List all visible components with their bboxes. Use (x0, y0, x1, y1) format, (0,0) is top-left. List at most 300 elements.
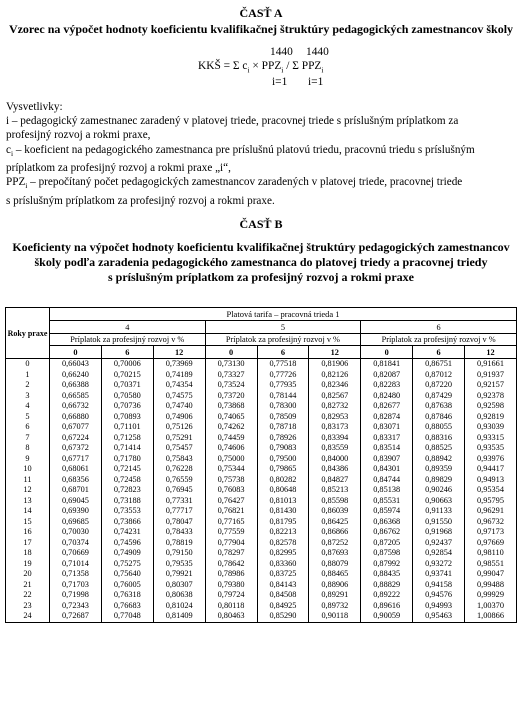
coefficient-cell: 0,88079 (309, 559, 361, 570)
table-row (6, 359, 517, 370)
coefficient-cell: 0,77331 (153, 496, 205, 507)
formula-upper-limit-1: 1440 (270, 46, 293, 58)
years-cell: 13 (6, 496, 50, 507)
years-cell: 11 (6, 475, 50, 486)
coefficient-cell: 0,73130 (205, 359, 257, 370)
coefficient-cell: 0,94576 (413, 590, 465, 601)
coefficient-cell: 0,92157 (465, 380, 517, 391)
part-b-subtitle-3: s príslušným príplatkom za profesijný rozvoj a rokmi praxe (107, 270, 414, 284)
years-cell: 22 (6, 590, 50, 601)
coefficient-cell: 0,78986 (205, 569, 257, 580)
coefficient-cell: 0,66585 (50, 391, 102, 402)
coefficient-cell: 0,81409 (153, 611, 205, 622)
table-row (6, 559, 517, 570)
column-header: 0 (205, 346, 257, 359)
coefficient-cell: 0,70006 (101, 359, 153, 370)
coefficient-cell: 0,79380 (205, 580, 257, 591)
coefficient-cell: 0,91968 (413, 527, 465, 538)
coefficient-cell: 0,82346 (309, 380, 361, 391)
coefficient-cell: 0,74065 (205, 412, 257, 423)
explanation-line: profesijný rozvoj a rokmi praxe, (6, 129, 151, 142)
coefficient-cell: 0,93039 (465, 422, 517, 433)
table-main-header: Platová tarifa – pracovná trieda 1 (50, 308, 517, 321)
table-row (6, 380, 517, 391)
coefficient-cell: 0,78297 (205, 548, 257, 559)
coefficient-cell: 0,75291 (153, 433, 205, 444)
coefficient-cell: 0,90246 (413, 485, 465, 496)
coefficient-cell: 0,76005 (101, 580, 153, 591)
table-row (6, 580, 517, 591)
years-cell: 18 (6, 548, 50, 559)
coefficient-cell: 0,86425 (309, 517, 361, 528)
coefficient-cell: 0,83394 (309, 433, 361, 444)
formula-lower-limit-2: i=1 (308, 76, 324, 88)
explanation-line: s príslušným príplatkom za profesijný rozvoj a rokmi praxe. (6, 194, 275, 207)
coefficient-cell: 0,98551 (465, 559, 517, 570)
coefficient-cell: 0,93741 (413, 569, 465, 580)
coefficient-cell: 0,89732 (309, 601, 361, 612)
coefficient-cell: 0,75457 (153, 443, 205, 454)
coefficient-cell: 0,71358 (50, 569, 102, 580)
coefficient-cell: 0,80638 (153, 590, 205, 601)
coefficient-cell: 0,71258 (101, 433, 153, 444)
table-row (6, 527, 517, 538)
coefficient-cell: 0,78144 (257, 391, 309, 402)
row-header-years: Roky praxe (6, 308, 50, 359)
coefficient-cell: 0,93976 (465, 454, 517, 465)
coefficient-cell: 0,78433 (153, 527, 205, 538)
coefficient-cell: 0,74740 (153, 401, 205, 412)
coefficient-cell: 0,91661 (465, 359, 517, 370)
table-row (6, 538, 517, 549)
coefficient-cell: 0,82213 (257, 527, 309, 538)
coefficient-cell: 0,92378 (465, 391, 517, 402)
coefficient-cell: 0,91937 (465, 370, 517, 381)
coefficient-cell: 0,80282 (257, 475, 309, 486)
coefficient-cell: 0,78300 (257, 401, 309, 412)
coefficient-cell: 0,97173 (465, 527, 517, 538)
years-cell: 8 (6, 443, 50, 454)
coefficient-cell: 0,70893 (101, 412, 153, 423)
coefficient-cell: 0,87693 (309, 548, 361, 559)
coefficient-cell: 0,86039 (309, 506, 361, 517)
years-cell: 16 (6, 527, 50, 538)
table-row (6, 422, 517, 433)
coefficient-cell: 0,95354 (465, 485, 517, 496)
coefficient-cell: 0,74231 (101, 527, 153, 538)
coefficient-cell: 0,75126 (153, 422, 205, 433)
coefficient-cell: 0,85531 (361, 496, 413, 507)
allowance-header: Príplatok za profesijný rozvoj v % (50, 334, 206, 346)
coefficient-cell: 0,73866 (101, 517, 153, 528)
coefficient-cell: 0,82126 (309, 370, 361, 381)
coefficient-cell: 0,77717 (153, 506, 205, 517)
explanation-line: $c_i$ – koeficient na pedagogického zamestnanca pre príslušnú platovú triedu, pracovnú triedu s príslušným (6, 143, 475, 158)
coefficient-cell: 0,81906 (309, 359, 361, 370)
coefficient-cell: 0,87205 (361, 538, 413, 549)
coefficient-cell: 0,80118 (205, 601, 257, 612)
coefficient-cell: 0,76559 (153, 475, 205, 486)
coefficient-cell: 0,74909 (101, 548, 153, 559)
coefficient-cell: 0,67372 (50, 443, 102, 454)
coefficient-cell: 0,91550 (413, 517, 465, 528)
column-header: 12 (309, 346, 361, 359)
coefficient-cell: 0,73969 (153, 359, 205, 370)
coefficient-cell: 0,75843 (153, 454, 205, 465)
coefficient-cell: 0,82578 (257, 538, 309, 549)
coefficient-cell: 0,87846 (413, 412, 465, 423)
coefficient-cell: 0,70371 (101, 380, 153, 391)
table-row (6, 433, 517, 444)
coefficient-cell: 0,66388 (50, 380, 102, 391)
coefficient-cell: 0,94158 (413, 580, 465, 591)
years-cell: 4 (6, 401, 50, 412)
coefficient-cell: 0,88906 (309, 580, 361, 591)
years-cell: 14 (6, 506, 50, 517)
group-header: 6 (361, 321, 517, 334)
coefficient-cell: 0,75738 (205, 475, 257, 486)
coefficient-cell: 0,77165 (205, 517, 257, 528)
coefficient-cell: 0,74606 (205, 443, 257, 454)
coefficient-cell: 0,66732 (50, 401, 102, 412)
years-cell: 6 (6, 422, 50, 433)
coefficient-cell: 0,92819 (465, 412, 517, 423)
column-header: 6 (413, 346, 465, 359)
column-header: 6 (101, 346, 153, 359)
coefficient-cell: 0,82874 (361, 412, 413, 423)
table-row (6, 401, 517, 412)
coefficient-cell: 0,82677 (361, 401, 413, 412)
coefficient-cell: 0,80307 (153, 580, 205, 591)
table-row (6, 443, 517, 454)
coefficient-cell: 0,89829 (413, 475, 465, 486)
coefficient-cell: 0,89291 (309, 590, 361, 601)
coefficient-cell: 0,80648 (257, 485, 309, 496)
coefficient-cell: 0,90118 (309, 611, 361, 622)
years-cell: 5 (6, 412, 50, 423)
table-row (6, 590, 517, 601)
coefficient-cell: 0,88435 (361, 569, 413, 580)
coefficient-table (5, 307, 517, 623)
coefficient-cell: 0,95795 (465, 496, 517, 507)
coefficient-cell: 0,79535 (153, 559, 205, 570)
coefficient-cell: 0,80463 (205, 611, 257, 622)
column-header: 12 (153, 346, 205, 359)
coefficient-cell: 0,86866 (309, 527, 361, 538)
coefficient-cell: 0,66043 (50, 359, 102, 370)
years-cell: 15 (6, 517, 50, 528)
years-cell: 17 (6, 538, 50, 549)
coefficient-cell: 0,99047 (465, 569, 517, 580)
coefficient-cell: 0,77518 (257, 359, 309, 370)
coefficient-cell: 0,71780 (101, 454, 153, 465)
coefficient-cell: 0,66240 (50, 370, 102, 381)
coefficient-cell: 0,69390 (50, 506, 102, 517)
allowance-header: Príplatok za profesijný rozvoj v % (361, 334, 517, 346)
coefficient-cell: 0,73327 (205, 370, 257, 381)
coefficient-cell: 0,94417 (465, 464, 517, 475)
coefficient-cell: 0,83559 (309, 443, 361, 454)
group-header: 4 (50, 321, 206, 334)
coefficient-cell: 0,78926 (257, 433, 309, 444)
coefficient-cell: 0,87638 (413, 401, 465, 412)
coefficient-cell: 0,76821 (205, 506, 257, 517)
coefficient-cell: 0,89222 (361, 590, 413, 601)
coefficient-cell: 0,89359 (413, 464, 465, 475)
coefficient-cell: 0,82480 (361, 391, 413, 402)
years-cell: 9 (6, 454, 50, 465)
coefficient-cell: 0,92854 (413, 548, 465, 559)
group-header: 5 (205, 321, 361, 334)
coefficient-cell: 0,88055 (413, 422, 465, 433)
table-row (6, 370, 517, 381)
coefficient-cell: 0,87992 (361, 559, 413, 570)
coefficient-cell: 0,86751 (413, 359, 465, 370)
coefficient-cell: 0,94913 (465, 475, 517, 486)
coefficient-cell: 0,88316 (413, 433, 465, 444)
coefficient-cell: 0,84301 (361, 464, 413, 475)
coefficient-cell: 0,73720 (205, 391, 257, 402)
coefficient-cell: 0,73868 (205, 401, 257, 412)
table-row (6, 475, 517, 486)
coefficient-cell: 0,97669 (465, 538, 517, 549)
coefficient-cell: 0,86762 (361, 527, 413, 538)
coefficient-cell: 0,88525 (413, 443, 465, 454)
coefficient-cell: 0,85213 (309, 485, 361, 496)
coefficient-cell: 0,79500 (257, 454, 309, 465)
coefficient-cell: 0,78819 (153, 538, 205, 549)
column-header: 6 (257, 346, 309, 359)
column-header: 0 (50, 346, 102, 359)
coefficient-cell: 0,75000 (205, 454, 257, 465)
coefficient-cell: 0,81013 (257, 496, 309, 507)
coefficient-cell: 0,84744 (361, 475, 413, 486)
coefficient-cell: 0,74262 (205, 422, 257, 433)
coefficient-cell: 0,93272 (413, 559, 465, 570)
coefficient-cell: 0,82732 (309, 401, 361, 412)
coefficient-cell: 0,87220 (413, 380, 465, 391)
coefficient-cell: 0,84000 (309, 454, 361, 465)
coefficient-cell: 0,87429 (413, 391, 465, 402)
coefficient-cell: 0,71101 (101, 422, 153, 433)
column-header: 0 (361, 346, 413, 359)
coefficient-cell: 0,82087 (361, 370, 413, 381)
coefficient-cell: 0,79865 (257, 464, 309, 475)
coefficient-cell: 0,67077 (50, 422, 102, 433)
table-row (6, 391, 517, 402)
coefficient-cell: 0,83071 (361, 422, 413, 433)
coefficient-cell: 0,85974 (361, 506, 413, 517)
allowance-header: Príplatok za profesijný rozvoj v % (205, 334, 361, 346)
coefficient-cell: 0,81430 (257, 506, 309, 517)
coefficient-cell: 0,92437 (413, 538, 465, 549)
part-a-subtitle: Vzorec na výpočet hodnoty koeficientu kvalifikačnej štruktúry pedagogických zamestnancov školy (8, 22, 514, 36)
coefficient-cell: 0,84143 (257, 580, 309, 591)
coefficient-cell: 0,70580 (101, 391, 153, 402)
coefficient-cell: 0,90059 (361, 611, 413, 622)
coefficient-cell: 0,93315 (465, 433, 517, 444)
coefficient-cell: 0,72823 (101, 485, 153, 496)
coefficient-cell: 0,74596 (101, 538, 153, 549)
table-row (6, 611, 517, 622)
coefficient-cell: 0,87012 (413, 370, 465, 381)
part-b-subtitle-1: Koeficienty na výpočet hodnoty koeficientu kvalifikačnej štruktúry pedagogických zamestnancov (12, 240, 510, 254)
coefficient-cell: 0,81795 (257, 517, 309, 528)
explanation-line: príplatkom za profesijný rozvoj a rokmi praxe „i“, (6, 162, 231, 175)
coefficient-cell: 0,75640 (101, 569, 153, 580)
coefficient-cell: 0,85598 (309, 496, 361, 507)
coefficient-cell: 0,99929 (465, 590, 517, 601)
coefficient-cell: 0,82953 (309, 412, 361, 423)
coefficient-cell: 0,76945 (153, 485, 205, 496)
coefficient-cell: 0,83173 (309, 422, 361, 433)
coefficient-cell: 0,83317 (361, 433, 413, 444)
table-row (6, 601, 517, 612)
kks-formula (0, 46, 522, 92)
coefficient-cell: 1,00370 (465, 601, 517, 612)
coefficient-cell: 0,68701 (50, 485, 102, 496)
coefficient-cell: 0,98110 (465, 548, 517, 559)
coefficient-cell: 0,70736 (101, 401, 153, 412)
years-cell: 1 (6, 370, 50, 381)
years-cell: 12 (6, 485, 50, 496)
table-row (6, 548, 517, 559)
coefficient-cell: 0,70030 (50, 527, 102, 538)
part-a-title: ČASŤ A (239, 6, 283, 20)
coefficient-cell: 0,83907 (361, 454, 413, 465)
coefficient-cell: 0,95463 (413, 611, 465, 622)
part-b-subtitle-2: školy podľa zaradenia pedagogického zamestnanca do platovej triedy a pracovnej triedy (34, 255, 488, 269)
coefficient-cell: 0,77726 (257, 370, 309, 381)
years-cell: 7 (6, 433, 50, 444)
part-b-title: ČASŤ B (239, 217, 283, 231)
coefficient-cell: 0,99488 (465, 580, 517, 591)
table-row (6, 454, 517, 465)
coefficient-cell: 0,79724 (205, 590, 257, 601)
coefficient-cell: 0,77559 (205, 527, 257, 538)
coefficient-cell: 0,84827 (309, 475, 361, 486)
coefficient-cell: 0,69685 (50, 517, 102, 528)
formula-lower-limit-1: i=1 (272, 76, 288, 88)
coefficient-cell: 0,73524 (205, 380, 257, 391)
coefficient-cell: 0,81841 (361, 359, 413, 370)
years-cell: 10 (6, 464, 50, 475)
coefficient-cell: 1,00866 (465, 611, 517, 622)
coefficient-cell: 0,72458 (101, 475, 153, 486)
coefficient-cell: 0,69045 (50, 496, 102, 507)
coefficient-cell: 0,74354 (153, 380, 205, 391)
coefficient-cell: 0,96291 (465, 506, 517, 517)
formula-expression: KKŠ = Σ $c_i \times PPZ_i / \Sigma$ $PPZ_i$ (198, 60, 324, 75)
coefficient-cell: 0,68061 (50, 464, 102, 475)
coefficient-cell: 0,75344 (205, 464, 257, 475)
coefficient-cell: 0,91133 (413, 506, 465, 517)
years-cell: 21 (6, 580, 50, 591)
column-header: 12 (465, 346, 517, 359)
coefficient-cell: 0,76083 (205, 485, 257, 496)
coefficient-cell: 0,77048 (101, 611, 153, 622)
coefficient-cell: 0,88465 (309, 569, 361, 580)
coefficient-cell: 0,77904 (205, 538, 257, 549)
years-cell: 24 (6, 611, 50, 622)
coefficient-cell: 0,76318 (101, 590, 153, 601)
coefficient-cell: 0,92598 (465, 401, 517, 412)
coefficient-cell: 0,72343 (50, 601, 102, 612)
table-row (6, 517, 517, 528)
coefficient-cell: 0,75275 (101, 559, 153, 570)
coefficient-cell: 0,83514 (361, 443, 413, 454)
coefficient-cell: 0,86368 (361, 517, 413, 528)
coefficient-cell: 0,88829 (361, 580, 413, 591)
table-row (6, 569, 517, 580)
years-cell: 20 (6, 569, 50, 580)
coefficient-cell: 0,68356 (50, 475, 102, 486)
coefficient-cell: 0,74459 (205, 433, 257, 444)
years-cell: 0 (6, 359, 50, 370)
coefficient-cell: 0,84508 (257, 590, 309, 601)
coefficient-cell: 0,70215 (101, 370, 153, 381)
coefficient-cell: 0,82567 (309, 391, 361, 402)
coefficient-cell: 0,71414 (101, 443, 153, 454)
explanations (6, 100, 518, 208)
coefficient-cell: 0,74189 (153, 370, 205, 381)
coefficient-cell: 0,82283 (361, 380, 413, 391)
coefficient-cell: 0,76228 (153, 464, 205, 475)
years-cell: 19 (6, 559, 50, 570)
table-row (6, 506, 517, 517)
coefficient-cell: 0,78509 (257, 412, 309, 423)
table-row (6, 485, 517, 496)
coefficient-cell: 0,79083 (257, 443, 309, 454)
coefficient-cell: 0,79150 (153, 548, 205, 559)
coefficient-cell: 0,83725 (257, 569, 309, 580)
coefficient-cell: 0,74906 (153, 412, 205, 423)
explanation-line: $PPZ_i$ – prepočítaný počet pedagogických zamestnancov zaradených v platovej triede, pracovnej triede (6, 176, 463, 191)
table-row (6, 464, 517, 475)
years-cell: 2 (6, 380, 50, 391)
coefficient-cell: 0,83360 (257, 559, 309, 570)
coefficient-cell: 0,81024 (153, 601, 205, 612)
coefficient-cell: 0,87252 (309, 538, 361, 549)
coefficient-cell: 0,82995 (257, 548, 309, 559)
coefficient-cell: 0,76427 (205, 496, 257, 507)
coefficient-cell: 0,78718 (257, 422, 309, 433)
years-cell: 3 (6, 391, 50, 402)
coefficient-cell: 0,66880 (50, 412, 102, 423)
coefficient-cell: 0,67224 (50, 433, 102, 444)
coefficient-cell: 0,87598 (361, 548, 413, 559)
table-row (6, 412, 517, 423)
coefficient-cell: 0,70374 (50, 538, 102, 549)
coefficient-cell: 0,88942 (413, 454, 465, 465)
coefficient-cell: 0,78047 (153, 517, 205, 528)
coefficient-cell: 0,71703 (50, 580, 102, 591)
years-cell: 23 (6, 601, 50, 612)
coefficient-cell: 0,73553 (101, 506, 153, 517)
explanation-line: i – pedagogický zamestnanec zaradený v platovej triede, pracovnej triede s príslušným príplatkom za (6, 115, 459, 128)
coefficient-cell: 0,85138 (361, 485, 413, 496)
coefficient-cell: 0,96732 (465, 517, 517, 528)
coefficient-cell: 0,72145 (101, 464, 153, 475)
coefficient-cell: 0,94993 (413, 601, 465, 612)
formula-upper-limit-2: 1440 (306, 46, 329, 58)
coefficient-cell: 0,93535 (465, 443, 517, 454)
coefficient-cell: 0,79921 (153, 569, 205, 580)
coefficient-cell: 0,78642 (205, 559, 257, 570)
coefficient-cell: 0,77935 (257, 380, 309, 391)
coefficient-cell: 0,76683 (101, 601, 153, 612)
coefficient-cell: 0,67717 (50, 454, 102, 465)
